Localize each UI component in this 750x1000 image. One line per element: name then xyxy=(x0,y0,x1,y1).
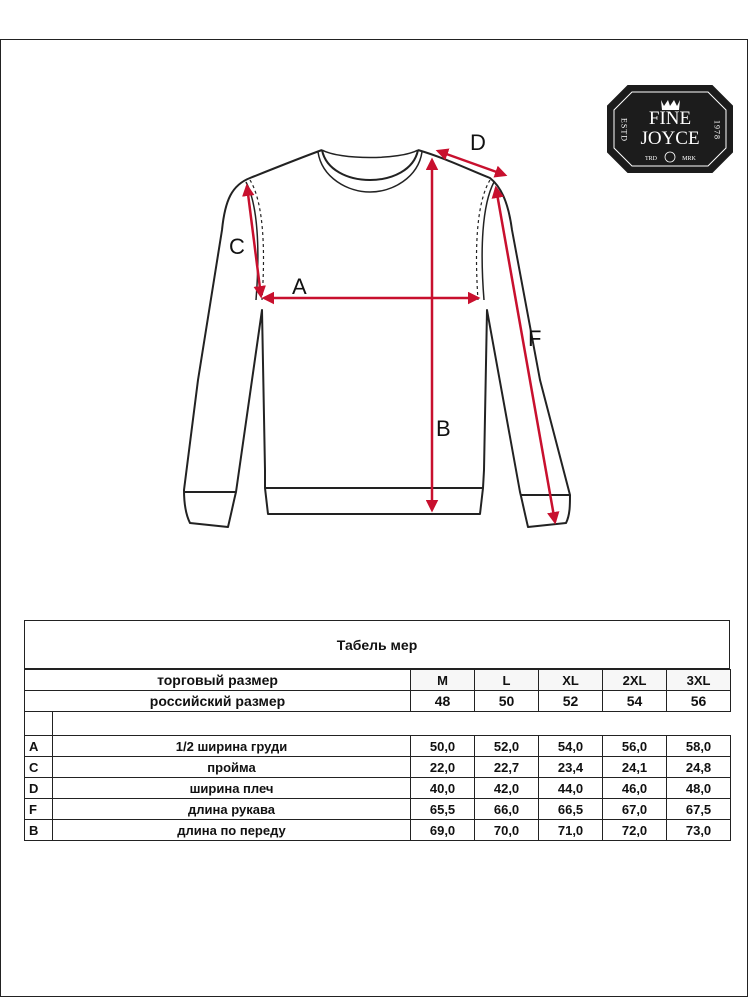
row-letter: D xyxy=(25,778,53,799)
row-value: 72,0 xyxy=(603,820,667,841)
row-value: 66,0 xyxy=(475,799,539,820)
row-value: 70,0 xyxy=(475,820,539,841)
russian-size-label: российский размер xyxy=(25,691,411,712)
logo-line1: FINE xyxy=(648,108,692,129)
logo-bottom-left: TRD xyxy=(645,156,657,162)
table-row xyxy=(25,778,731,799)
row-value: 67,0 xyxy=(603,799,667,820)
label-f: F xyxy=(528,326,542,351)
russian-size-cell: 56 xyxy=(667,691,731,712)
label-b: B xyxy=(436,416,451,441)
label-d: D xyxy=(470,130,486,155)
row-value: 65,5 xyxy=(411,799,475,820)
trade-size-cell: M xyxy=(411,670,475,691)
logo-left-text: ESTD xyxy=(619,118,629,142)
logo-line2: JOYCE xyxy=(640,128,700,149)
trade-size-label: торговый размер xyxy=(25,670,411,691)
row-value: 67,5 xyxy=(667,799,731,820)
arrow-f xyxy=(496,188,555,522)
logo-right-text: 1978 xyxy=(712,120,722,140)
label-c: C xyxy=(229,234,245,259)
size-table xyxy=(24,620,730,841)
logo-bottom-right: MRK xyxy=(682,156,696,162)
measurement-arrows xyxy=(247,151,555,522)
row-value: 50,0 xyxy=(411,736,475,757)
row-value: 69,0 xyxy=(411,820,475,841)
row-measure-name: длина рукава xyxy=(53,799,411,820)
row-measure-name: ширина плеч xyxy=(53,778,411,799)
table-row xyxy=(25,799,731,820)
russian-size-cell: 48 xyxy=(411,691,475,712)
row-value: 40,0 xyxy=(411,778,475,799)
row-value: 71,0 xyxy=(539,820,603,841)
row-measure-name: длина по переду xyxy=(53,820,411,841)
russian-size-cell: 54 xyxy=(603,691,667,712)
row-value: 52,0 xyxy=(475,736,539,757)
trade-size-row xyxy=(25,670,731,691)
row-value: 44,0 xyxy=(539,778,603,799)
trade-size-cell: 3XL xyxy=(667,670,731,691)
row-letter: F xyxy=(25,799,53,820)
spacer-cell xyxy=(53,712,731,736)
row-value: 54,0 xyxy=(539,736,603,757)
russian-size-cell: 50 xyxy=(475,691,539,712)
row-value: 56,0 xyxy=(603,736,667,757)
spacer-row xyxy=(25,712,731,736)
row-value: 22,0 xyxy=(411,757,475,778)
spacer-cell xyxy=(25,712,53,736)
trade-size-cell: 2XL xyxy=(603,670,667,691)
row-measure-name: 1/2 ширина груди xyxy=(53,736,411,757)
size-grid xyxy=(24,669,731,841)
row-value: 48,0 xyxy=(667,778,731,799)
table-title: Табель мер xyxy=(24,620,730,669)
row-letter: C xyxy=(25,757,53,778)
table-row xyxy=(25,757,731,778)
trade-size-cell: L xyxy=(475,670,539,691)
table-row xyxy=(25,736,731,757)
row-value: 42,0 xyxy=(475,778,539,799)
row-value: 46,0 xyxy=(603,778,667,799)
measure-rows xyxy=(25,736,731,841)
russian-size-cell: 52 xyxy=(539,691,603,712)
row-value: 22,7 xyxy=(475,757,539,778)
table-row xyxy=(25,820,731,841)
brand-logo xyxy=(608,86,732,172)
row-letter: A xyxy=(25,736,53,757)
row-value: 58,0 xyxy=(667,736,731,757)
row-value: 24,1 xyxy=(603,757,667,778)
row-value: 23,4 xyxy=(539,757,603,778)
russian-size-row xyxy=(25,691,731,712)
row-value: 66,5 xyxy=(539,799,603,820)
row-measure-name: пройма xyxy=(53,757,411,778)
trade-size-cell: XL xyxy=(539,670,603,691)
row-value: 73,0 xyxy=(667,820,731,841)
sweatshirt-outline xyxy=(184,150,570,527)
row-value: 24,8 xyxy=(667,757,731,778)
label-a: A xyxy=(292,274,307,299)
row-letter: B xyxy=(25,820,53,841)
